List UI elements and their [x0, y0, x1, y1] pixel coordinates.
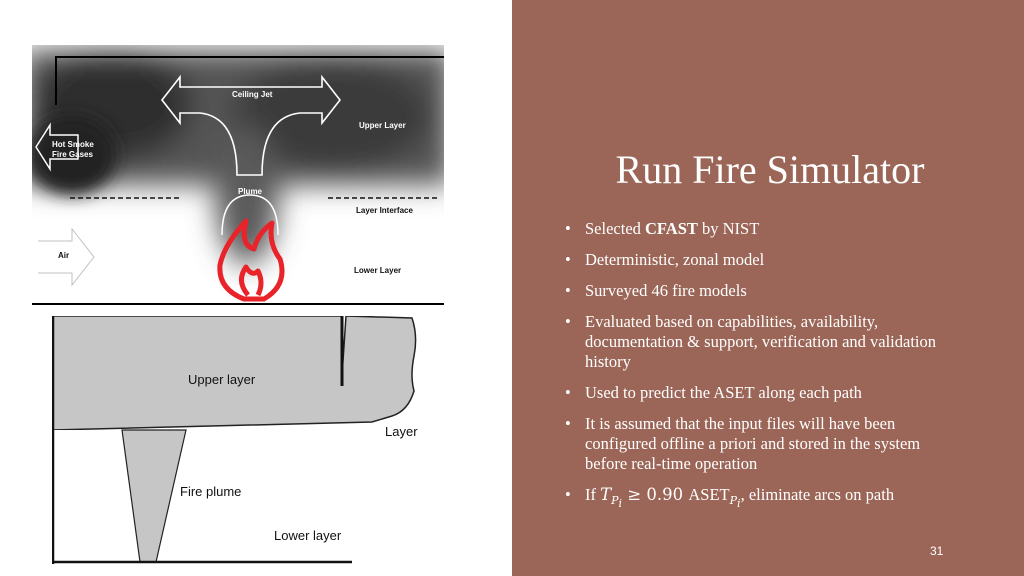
lower-layer-label: Lower layer [274, 528, 342, 543]
upper-layer-label: Upper Layer [359, 121, 406, 130]
hot-smoke-label: Hot Smoke [52, 140, 94, 149]
slide-number: 31 [930, 544, 944, 558]
bullet-formula: • If $T_{P_i} \ge 0.90$ $ASET_{P_i}$, eliminate arcs on path [565, 485, 895, 511]
fire-zone-diagram [32, 45, 444, 307]
cfast-bold: CFAST [645, 219, 698, 238]
fire-plume-label: Fire plume [180, 484, 242, 499]
ceiling-jet-label: Ceiling Jet [232, 90, 273, 99]
upper-layer-label: Upper layer [188, 372, 256, 387]
bullet-marker: • [565, 219, 571, 238]
bullet-cfast: • Selected CFAST by NIST [565, 219, 760, 238]
layer-label: Layer [385, 424, 418, 439]
two-zone-diagram [52, 316, 424, 564]
bullet-surveyed: • Surveyed 46 fire models [565, 281, 747, 300]
plume-label: Plume [238, 187, 263, 196]
slide-title: Run Fire Simulator [615, 147, 925, 192]
bullet-aset: • Used to predict the ASET along each path [565, 383, 862, 402]
bullet-evaluated: • Evaluated based on capabilities, availability, documentation & support, verification and validation history [565, 312, 936, 371]
air-label: Air [58, 251, 70, 260]
bullet-model-type: • Deterministic, zonal model [565, 250, 765, 269]
bullet-assumption: • It is assumed that the input files will have been configured offline a priori and stored in the system before real-time operation [565, 414, 921, 473]
layer-interface-label: Layer Interface [356, 206, 413, 215]
lower-layer-label: Lower Layer [354, 266, 402, 275]
fire-gases-label: Fire Gases [52, 150, 93, 159]
bullet-list [565, 219, 965, 525]
